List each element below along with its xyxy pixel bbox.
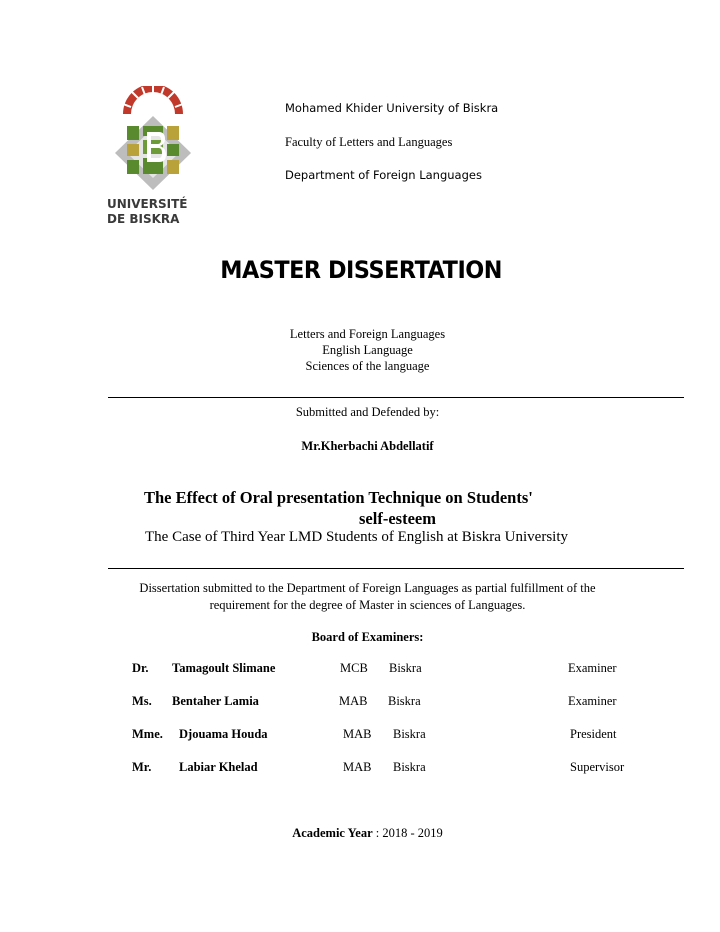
academic-year-separator: : [372, 826, 383, 840]
faculty-name: Faculty of Letters and Languages [285, 135, 453, 149]
academic-year-value: 2018 - 2019 [382, 826, 443, 840]
department-name: Department of Foreign Languages [285, 168, 482, 182]
submitted-by-label: Submitted and Defended by: [295, 405, 440, 419]
examiner-title: Mr. [132, 760, 152, 774]
field-specialty: English Language [322, 343, 413, 357]
statement-line2: requirement for the degree of Master in sciences of Languages. [209, 598, 526, 612]
examiner-title: Dr. [132, 661, 149, 675]
field-domain: Letters and Foreign Languages [289, 327, 446, 341]
examiner-grade: MAB [339, 694, 368, 708]
document-type-title: MASTER DISSERTATION [220, 256, 503, 284]
examiner-grade: MAB [343, 760, 372, 774]
examiner-grade: MAB [343, 727, 372, 741]
thesis-title-line1: The Effect of Oral presentation Technique on Students' [144, 488, 533, 507]
academic-year [0, 826, 720, 841]
field-option: Sciences of the language [305, 359, 430, 373]
logo-text-line2: DE BISKRA [107, 212, 180, 226]
author-name: Mr.Kherbachi Abdellatif [301, 439, 434, 453]
examiner-role: Examiner [568, 694, 617, 708]
examiner-role: Supervisor [570, 760, 625, 774]
examiner-institution: Biskra [389, 661, 422, 675]
examiner-institution: Biskra [388, 694, 421, 708]
divider-top [108, 397, 684, 398]
thesis-title-line2: self-esteem [359, 509, 436, 528]
university-name: Mohamed Khider University of Biskra [285, 101, 499, 115]
examiner-grade: MCB [340, 661, 368, 675]
board-heading: Board of Examiners: [311, 630, 424, 644]
examiner-title: Mme. [132, 727, 163, 741]
examiner-role: Examiner [568, 661, 617, 675]
thesis-subtitle: The Case of Third Year LMD Students of English at Biskra University [145, 529, 569, 545]
academic-year-label: Academic Year [292, 826, 373, 840]
examiner-role: President [570, 727, 617, 741]
examiner-name: Tamagoult Slimane [172, 661, 276, 675]
university-logo [103, 86, 203, 229]
logo-text-line1: UNIVERSITÉ [107, 197, 188, 211]
examiner-title: Ms. [132, 694, 152, 708]
examiner-name: Labiar Khelad [179, 760, 258, 774]
statement-line1: Dissertation submitted to the Department of Foreign Languages as partial fulfillment of the [139, 581, 596, 595]
examiner-name: Djouama Houda [179, 727, 268, 741]
university-logo-emblem [103, 86, 203, 229]
examiner-name: Bentaher Lamia [172, 694, 259, 708]
examiner-institution: Biskra [393, 760, 426, 774]
examiner-institution: Biskra [393, 727, 426, 741]
divider-bottom [108, 568, 684, 569]
